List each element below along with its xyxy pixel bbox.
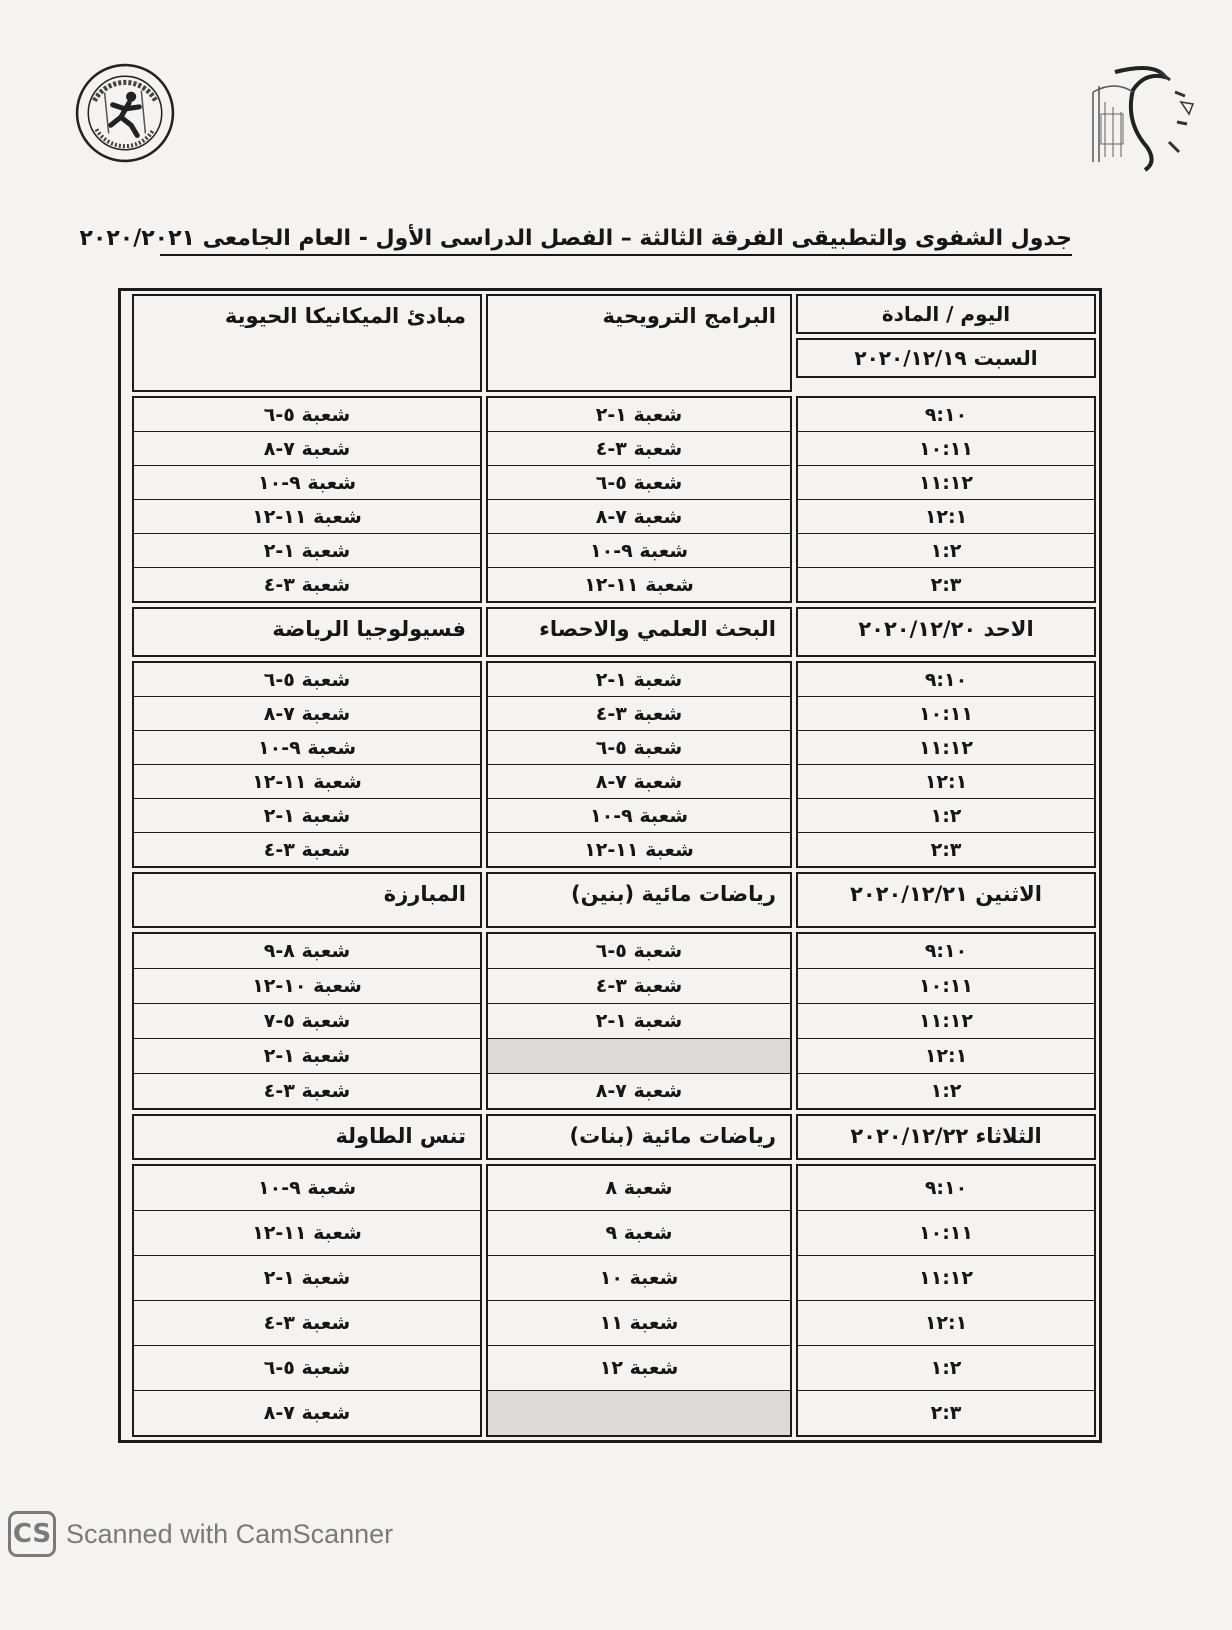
time-slot: ٩:١٠: [798, 1166, 1094, 1211]
time-slot: ٩:١٠: [798, 398, 1094, 432]
mid-subject-column: [486, 396, 792, 603]
time-slot: ١١:١٢: [798, 1256, 1094, 1301]
section-cell: شعبة ١٠-١٢: [134, 969, 480, 1004]
time-slot: ١٠:١١: [798, 969, 1094, 1004]
section-cell: شعبة ١-٢: [134, 534, 480, 568]
time-slot: ١:٢: [798, 1346, 1094, 1391]
section-cell: شعبة ٧-٨: [488, 765, 790, 799]
times-column: [796, 661, 1096, 868]
left-subject-column: [132, 661, 482, 868]
section-cell: شعبة ٣-٤: [263, 838, 351, 861]
section-cell: شعبة ١٠: [488, 1256, 790, 1301]
section-cell: شعبة ١١-١٢: [584, 838, 694, 861]
section-cell: شعبة ٧-٨: [488, 500, 790, 534]
time-slot: ١٠:١١: [798, 1211, 1094, 1256]
block-body-0: [124, 396, 1096, 603]
section-cell: شعبة ٣-٤: [134, 1301, 480, 1346]
day-header-cell: [796, 294, 1096, 392]
camscanner-icon: CS: [8, 1511, 56, 1557]
section-cell: شعبة ٥-٦: [134, 663, 480, 697]
section-cell: شعبة ٩-١٠: [488, 799, 790, 833]
times-column: [796, 932, 1096, 1110]
university-logo: [1085, 52, 1200, 177]
time-slot: ١١:١٢: [798, 731, 1094, 765]
time-slot: ١٠:١١: [798, 697, 1094, 731]
subject-header-mid: رياضات مائية (بنين): [486, 872, 792, 928]
watermark-text: Scanned with CamScanner: [66, 1518, 394, 1549]
page-title: جدول الشفوى والتطبيقى الفرقة الثالثة – الفصل الدراسى الأول - العام الجامعى ٢٠٢٠/٢٠٢١: [160, 226, 1072, 256]
day-date: السبت ٢٠٢٠/١٢/١٩: [796, 338, 1096, 378]
time-slot: ١١:١٢: [798, 1004, 1094, 1039]
section-cell: [488, 1039, 790, 1074]
time-slot: ١:٢: [798, 534, 1094, 568]
block-header-sunday: [124, 607, 1096, 657]
day-date: الثلاثاء ٢٠٢٠/١٢/٢٢: [796, 1114, 1096, 1160]
time-slot: ١٠:١١: [798, 432, 1094, 466]
section-cell: شعبة ١١-١٢: [134, 1211, 480, 1256]
time-slot: ١:٢: [798, 799, 1094, 833]
time-slot: ٩:١٠: [798, 663, 1094, 697]
section-cell: شعبة ٨-٩: [134, 934, 480, 969]
block-body-2: [124, 932, 1096, 1110]
section-cell: شعبة ١-٢: [488, 663, 790, 697]
section-cell: شعبة ٣-٤: [488, 969, 790, 1004]
time-slot: ١٢:١: [798, 765, 1094, 799]
schedule-table: [118, 288, 1102, 1443]
time-slot: ٢:٣: [930, 573, 962, 596]
section-cell: شعبة ٣-٤: [488, 697, 790, 731]
subject-header-left: فسيولوجيا الرياضة: [132, 607, 482, 657]
left-subject-column: [132, 1164, 482, 1437]
section-cell: شعبة ٩-١٠: [134, 1166, 480, 1211]
section-cell: شعبة ٥-٦: [134, 1346, 480, 1391]
section-cell: شعبة ١١-١٢: [134, 765, 480, 799]
block-header-tuesday: [124, 1114, 1096, 1160]
time-slot: ١٢:١: [798, 1301, 1094, 1346]
section-cell: شعبة ٧-٨: [263, 1402, 351, 1424]
section-cell: شعبة ١١-١٢: [134, 500, 480, 534]
section-cell: شعبة ٨: [488, 1166, 790, 1211]
subject-header-mid: البحث العلمي والاحصاء: [486, 607, 792, 657]
section-cell: شعبة ١-٢: [134, 799, 480, 833]
section-cell: شعبة ٧-٨: [134, 697, 480, 731]
section-cell: شعبة ١٢: [488, 1346, 790, 1391]
section-cell: شعبة ٧-٨: [595, 1080, 683, 1102]
section-cell: شعبة ٥-٦: [488, 934, 790, 969]
mid-subject-column: [486, 1164, 792, 1437]
section-cell: شعبة ٥-٧: [134, 1004, 480, 1039]
block-header-saturday: [124, 294, 1096, 392]
time-slot: ١٢:١: [798, 1039, 1094, 1074]
section-cell: شعبة ١١: [488, 1301, 790, 1346]
times-column: [796, 396, 1096, 603]
faculty-seal-logo: [74, 62, 176, 164]
section-cell: شعبة ٣-٤: [263, 1080, 351, 1102]
section-cell: شعبة ١١-١٢: [584, 573, 694, 596]
time-slot: ١٢:١: [798, 500, 1094, 534]
section-cell: شعبة ٣-٤: [488, 432, 790, 466]
left-subject-column: [132, 396, 482, 603]
time-slot: ١:٢: [930, 1080, 962, 1102]
subject-header-left: تنس الطاولة: [132, 1114, 482, 1160]
scanner-watermark: [8, 1508, 393, 1560]
section-cell: شعبة ٩-١٠: [134, 731, 480, 765]
subject-header-mid: رياضات مائية (بنات): [486, 1114, 792, 1160]
section-cell: شعبة ٧-٨: [134, 432, 480, 466]
section-cell: [488, 1391, 790, 1435]
section-cell: شعبة ١-٢: [134, 1256, 480, 1301]
block-body-3: [124, 1164, 1096, 1437]
section-cell: شعبة ٥-٦: [488, 466, 790, 500]
subject-header-mid: البرامج الترويحية: [486, 294, 792, 392]
day-subject-label: اليوم / المادة: [796, 294, 1096, 334]
mid-subject-column: [486, 932, 792, 1110]
block-body-1: [124, 661, 1096, 868]
time-slot: ٩:١٠: [798, 934, 1094, 969]
time-slot: ٢:٣: [930, 1402, 962, 1424]
section-cell: شعبة ٣-٤: [263, 573, 351, 596]
left-subject-column: [132, 932, 482, 1110]
section-cell: شعبة ١-٢: [488, 1004, 790, 1039]
times-column: [796, 1164, 1096, 1437]
block-header-monday: [124, 872, 1096, 928]
section-cell: شعبة ٥-٦: [488, 731, 790, 765]
section-cell: شعبة ١-٢: [488, 398, 790, 432]
mid-subject-column: [486, 661, 792, 868]
section-cell: شعبة ٩: [488, 1211, 790, 1256]
time-slot: ٢:٣: [930, 838, 962, 861]
section-cell: شعبة ٩-١٠: [488, 534, 790, 568]
section-cell: شعبة ١-٢: [134, 1039, 480, 1074]
section-cell: شعبة ٩-١٠: [134, 466, 480, 500]
section-cell: شعبة ٥-٦: [134, 398, 480, 432]
time-slot: ١١:١٢: [798, 466, 1094, 500]
day-date: الاحد ٢٠٢٠/١٢/٢٠: [796, 607, 1096, 657]
day-date: الاثنين ٢٠٢٠/١٢/٢١: [796, 872, 1096, 928]
subject-header-left: مبادئ الميكانيكا الحيوية: [132, 294, 482, 392]
subject-header-left: المبارزة: [132, 872, 482, 928]
